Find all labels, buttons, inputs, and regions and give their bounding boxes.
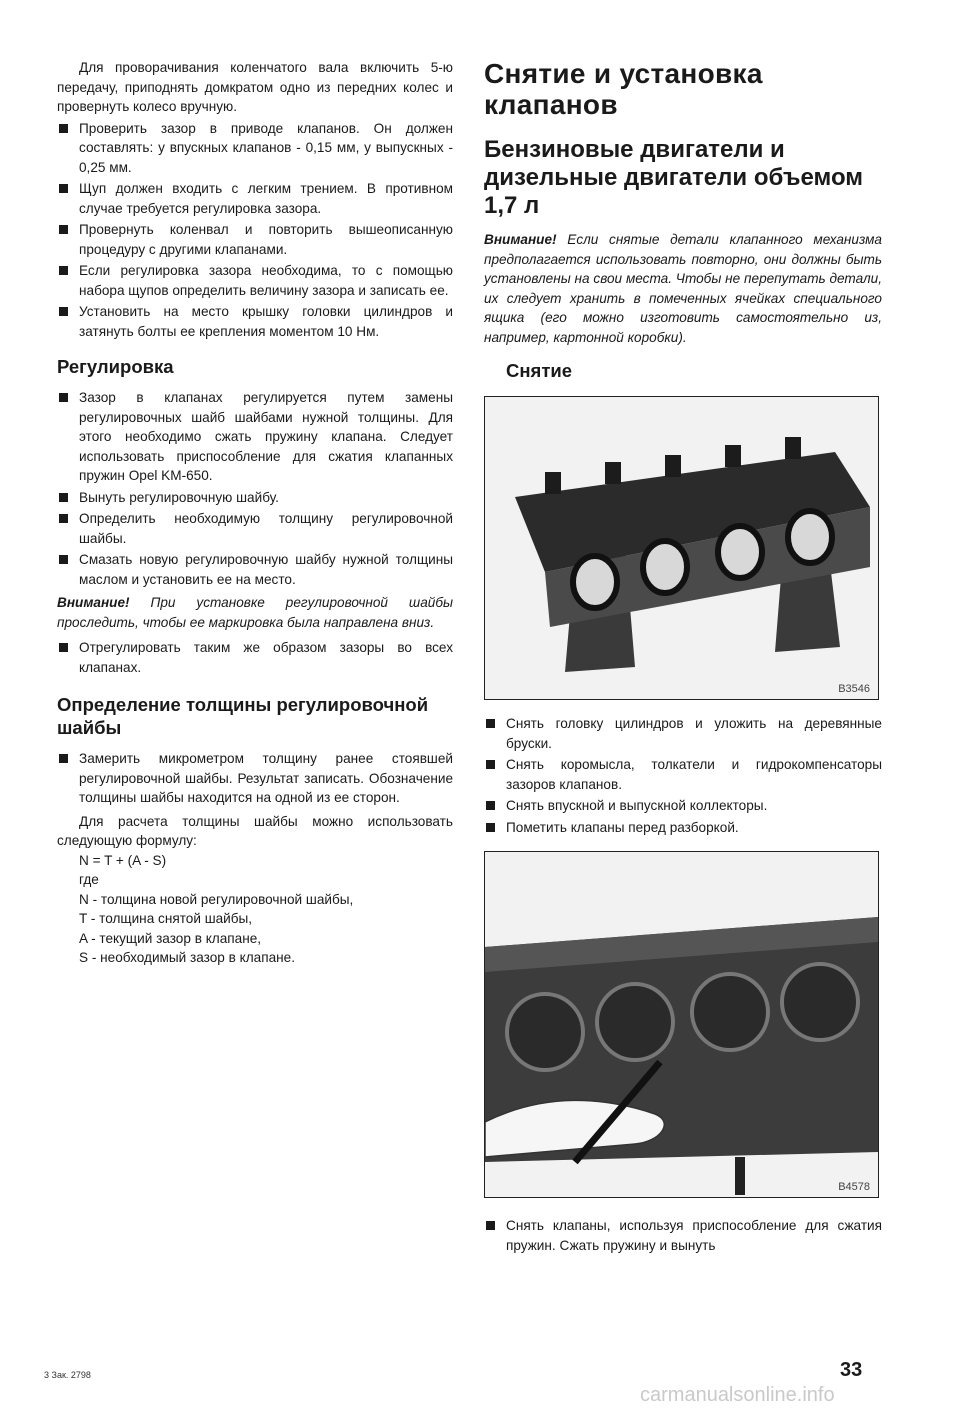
- bullet-icon: [59, 307, 68, 316]
- list-item-text: Пометить клапаны перед разборкой.: [506, 819, 739, 835]
- list-item: [57, 488, 453, 508]
- list-item: [57, 179, 453, 218]
- list-item: [484, 1216, 882, 1255]
- list-item-text: Снять клапаны, используя приспособление для сжатия пружин. Сжать пружину и вынуть: [506, 1218, 882, 1253]
- section-heading-thickness: Определение толщины регулировочной шайбы: [57, 694, 429, 738]
- list-item-text: Если регулировка зазора необходима, то с помощью набора щупов определить величину зазора и записать ее.: [79, 263, 453, 298]
- section-heading-adjust: Регулировка: [57, 356, 174, 377]
- valves-list: [484, 1216, 882, 1255]
- list-item: [484, 796, 882, 816]
- bullet-icon: [59, 643, 68, 652]
- warning-label: Внимание!: [484, 232, 557, 247]
- list-item-text: Щуп должен входить с легким трением. В противном случае требуется регулировка зазора.: [79, 181, 453, 216]
- bullet-icon: [59, 124, 68, 133]
- right-column: [484, 58, 882, 1257]
- list-item-text: Отрегулировать таким же образом зазоры во всех клапанах.: [79, 640, 453, 675]
- checks-list: [57, 119, 453, 342]
- bullet-icon: [486, 719, 495, 728]
- valve-marking-photo: [484, 851, 879, 1198]
- bullet-icon: [59, 225, 68, 234]
- removal-list: [484, 714, 882, 837]
- list-item-text: Определить необходимую толщину регулировочной шайбы.: [79, 511, 453, 546]
- formula-legend-n: N - толщина новой регулировочной шайбы,: [79, 891, 354, 907]
- list-item-text: Зазор в клапанах регулируется путем замены регулировочных шайб шайбами нужной толщины. Для этого необходимо сжать пружину клапана. Следует использовать приспособление для сжатия клапанных пружин Opel KM-650.: [79, 390, 453, 483]
- bullet-icon: [486, 1221, 495, 1230]
- list-item: [484, 755, 882, 794]
- list-item: [57, 550, 453, 589]
- bullet-icon: [486, 760, 495, 769]
- formula-legend-t: T - толщина снятой шайбы,: [79, 911, 253, 926]
- list-item-text: Снять головку цилиндров и уложить на деревянные бруски.: [506, 716, 882, 751]
- warning-label: Внимание!: [57, 595, 130, 610]
- list-item-text: Замерить микрометром толщину ранее стоявшей регулировочной шайбы. Результат записать. Обозначение толщины шайбы находится на одной из ее сторон.: [79, 751, 453, 805]
- list-item-text: Смазать новую регулировочную шайбу нужной толщины маслом и установить ее на место.: [79, 552, 453, 587]
- watermark: carmanualsonline.info: [640, 1384, 835, 1406]
- warning-note: [57, 593, 453, 632]
- warning-text: Если снятые детали клапанного механизма предполагается использовать повторно, они должны быть установлены на свои места. Чтобы не перепутать детали, их следует хранить в помеченных ячейках специального ящика (его можно изготовить самостоятельно из, например, картонной коробки).: [484, 232, 882, 345]
- left-column: [57, 58, 453, 968]
- intro-paragraph: Для проворачивания коленчатого вала включить 5-ю передачу, приподнять домкратом одно из передних колес и провернуть колесо вручную.: [57, 60, 453, 114]
- list-item-text: Снять впускной и выпускной коллекторы.: [506, 798, 768, 813]
- list-item: [57, 638, 453, 677]
- print-order-note: 3 Зак. 2798: [44, 1370, 91, 1380]
- bullet-icon: [486, 801, 495, 810]
- formula-intro: Для расчета толщины шайбы можно использовать следующую формулу:: [57, 813, 453, 848]
- list-item-text: Проверить зазор в приводе клапанов. Он должен составлять: у впускных клапанов - 0,15 мм, у выпускных - 0,25 мм.: [79, 120, 453, 175]
- bullet-icon: [59, 555, 68, 564]
- list-item: [57, 302, 453, 341]
- formula: N = T + (A - S): [79, 852, 167, 868]
- bullet-icon: [59, 514, 68, 523]
- list-item: [484, 714, 882, 753]
- list-item: [57, 749, 453, 808]
- formula-where: где: [79, 872, 99, 887]
- cylinder-head-illustration: [485, 397, 878, 699]
- figure-code: B3546: [838, 683, 870, 695]
- page-title: Снятие и установка клапанов: [484, 58, 763, 120]
- bullet-icon: [59, 266, 68, 275]
- formula-legend-s: S - необходимый зазор в клапане.: [79, 950, 295, 965]
- formula-legend-a: A - текущий зазор в клапане,: [79, 930, 262, 946]
- warning-text: При установке регулировочной шайбы проследить, чтобы ее маркировка была направлена вниз.: [57, 595, 453, 630]
- valve-marking-illustration: [485, 852, 878, 1197]
- adjust-list: [57, 388, 453, 589]
- list-item-text: Провернуть коленвал и повторить вышеописанную процедуру с другими клапанами.: [79, 222, 453, 257]
- bullet-icon: [59, 493, 68, 502]
- bullet-icon: [486, 823, 495, 832]
- list-item: [57, 220, 453, 259]
- engine-subtitle: Бензиновые двигатели и дизельные двигатели объемом 1,7 л: [484, 136, 864, 219]
- list-item: [57, 388, 453, 486]
- bullet-icon: [59, 754, 68, 763]
- list-item: [57, 261, 453, 300]
- cylinder-head-photo: [484, 396, 879, 700]
- section-heading-removal: Снятие: [506, 360, 573, 381]
- list-item-text: Установить на место крышку головки цилиндров и затянуть болты ее крепления моментом 10 Нм.: [79, 304, 453, 339]
- figure-code: B4578: [838, 1181, 870, 1193]
- warning-note: [484, 230, 882, 347]
- list-item-text: Снять коромысла, толкатели и гидрокомпенсаторы зазоров клапанов.: [506, 757, 882, 792]
- list-item-text: Вынуть регулировочную шайбу.: [79, 489, 279, 505]
- page-number: 33: [840, 1359, 863, 1381]
- list-item: [57, 119, 453, 178]
- list-item: [484, 818, 882, 838]
- bullet-icon: [59, 393, 68, 402]
- bullet-icon: [59, 184, 68, 193]
- list-item: [57, 509, 453, 548]
